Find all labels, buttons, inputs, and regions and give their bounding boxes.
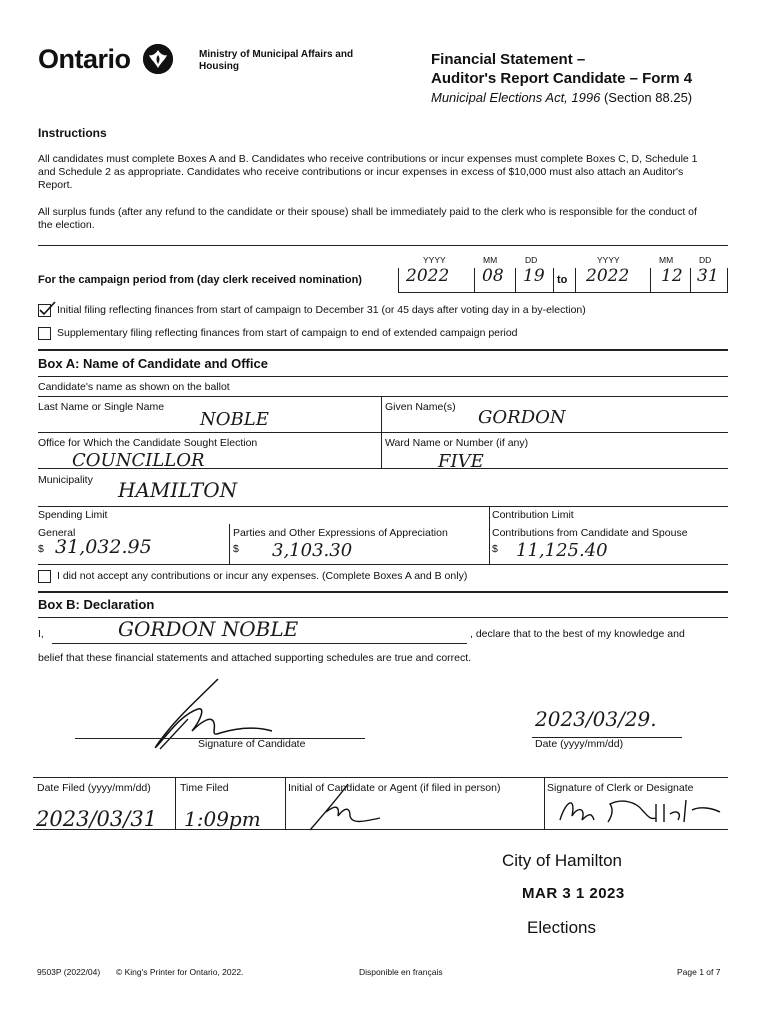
office-value[interactable]: COUNCILLOR — [72, 450, 205, 471]
ontario-logo-wordmark: Ontario — [38, 44, 131, 74]
from-dd-label: DD — [525, 255, 538, 265]
municipality-label: Municipality — [38, 474, 93, 486]
box-b-top-rule — [38, 591, 728, 593]
signature-label: Signature of Candidate — [198, 738, 306, 750]
box-a-title: Box A: Name of Candidate and Office — [38, 356, 268, 371]
parties-limit-value[interactable]: 3,103.30 — [272, 540, 353, 561]
to-day-value[interactable]: 31 — [697, 266, 719, 286]
ministry-name: Ministry of Municipal Affairs and Housing — [199, 49, 354, 72]
general-currency: $ — [38, 543, 44, 555]
declarant-underline — [52, 643, 467, 644]
footer-form-number: 9503P (2022/04) — [37, 967, 101, 977]
contribution-limit-label: Contribution Limit — [492, 509, 574, 521]
instructions-paragraph-1: All candidates must complete Boxes A and B. Candidates who receive contributions or incur expenses must complete Boxes C, D, Schedule 1 and Schedule 2 as appropriate. Candidates who receive contributions or incur expenses in excess of $10,000 must also attach an Auditor's Report. — [38, 153, 698, 191]
divider — [38, 396, 728, 397]
from-day-value[interactable]: 19 — [523, 266, 545, 286]
divider — [38, 506, 728, 507]
date-underline — [398, 292, 728, 293]
instructions-paragraph-2: All surplus funds (after any refund to the candidate or their spouse) shall be immediately paid to the clerk who is responsible for the conduct of the election. — [38, 206, 697, 231]
given-name-label: Given Name(s) — [385, 401, 456, 413]
initial-filing-checkbox[interactable] — [38, 304, 51, 317]
divider — [229, 524, 230, 564]
from-mm-label: MM — [483, 255, 498, 265]
date-filed-value[interactable]: 2023/03/31 — [36, 807, 158, 831]
stamp-date: MAR 3 1 2023 — [522, 885, 625, 902]
initial-label: Initial of Candidate or Agent (if filed in person) — [288, 782, 501, 794]
declaration-i-label: I, — [38, 628, 44, 640]
last-name-label: Last Name or Single Name — [38, 401, 165, 413]
instructions-heading: Instructions — [38, 126, 107, 140]
declaration-text: , declare that to the best of my knowledge and — [470, 628, 685, 640]
footer-copyright: © King's Printer for Ontario, 2022. — [116, 967, 244, 977]
divider — [38, 432, 728, 433]
declaration-date-label: Date (yyyy/mm/dd) — [535, 738, 624, 750]
divider — [381, 432, 382, 468]
divider — [381, 396, 382, 432]
divider — [33, 777, 728, 778]
contributions-currency: $ — [492, 543, 498, 555]
declarant-name-value[interactable]: GORDON NOBLE — [118, 617, 299, 641]
divider — [489, 506, 490, 564]
from-month-value[interactable]: 08 — [482, 266, 504, 286]
footer-french-link[interactable]: Disponible en français — [359, 967, 443, 977]
date-filed-label: Date Filed (yyyy/mm/dd) — [37, 782, 151, 794]
clerk-signature-label: Signature of Clerk or Designate — [547, 782, 694, 794]
given-name-value[interactable]: GORDON — [478, 407, 566, 428]
to-yyyy-label: YYYY — [597, 255, 620, 265]
spending-limit-label: Spending Limit — [38, 509, 108, 521]
office-label: Office for Which the Candidate Sought Election — [38, 437, 258, 449]
stamp-city: City of Hamilton — [502, 851, 622, 870]
date-divider — [398, 268, 399, 292]
parties-currency: $ — [233, 543, 239, 555]
general-label: General — [38, 527, 76, 539]
to-dd-label: DD — [699, 255, 712, 265]
time-filed-value[interactable]: 1:09pm — [184, 807, 261, 831]
no-contributions-label: I did not accept any contributions or incur any expenses. (Complete Boxes A and B only) — [57, 570, 468, 582]
date-divider — [553, 268, 554, 292]
form-title-line2: Auditor's Report Candidate – Form 4 — [431, 70, 693, 87]
box-a-top-rule — [38, 349, 728, 351]
trillium-logo-icon — [143, 44, 173, 74]
act-section: (Section 88.25) — [603, 90, 693, 105]
date-divider — [474, 268, 475, 292]
contributions-limit-value[interactable]: 11,125.40 — [516, 540, 608, 561]
divider — [38, 468, 728, 469]
to-label: to — [557, 274, 568, 286]
campaign-period-label: For the campaign period from (day clerk received nomination) — [38, 274, 362, 286]
divider — [38, 245, 728, 246]
candidate-initial-icon — [300, 782, 390, 834]
initial-filing-label: Initial filing reflecting finances from start of campaign to December 31 (or 45 days after voting day in a by-election) — [57, 304, 586, 316]
contributions-label: Contributions from Candidate and Spouse — [492, 527, 688, 539]
ward-label: Ward Name or Number (if any) — [385, 437, 529, 449]
from-year-value[interactable]: 2022 — [406, 266, 450, 286]
date-divider — [515, 268, 516, 292]
supplementary-filing-label: Supplementary filing reflecting finances from start of campaign to end of extended campaign period — [57, 327, 518, 339]
divider — [544, 777, 545, 829]
belief-text: belief that these financial statements and attached supporting schedules are true and correct. — [38, 652, 472, 664]
stamp-department: Elections — [527, 918, 596, 937]
box-b-title: Box B: Declaration — [38, 597, 155, 612]
divider — [175, 777, 176, 829]
parties-label: Parties and Other Expressions of Appreciation — [233, 527, 448, 539]
to-month-value[interactable]: 12 — [661, 266, 683, 286]
no-contributions-checkbox[interactable] — [38, 570, 51, 583]
divider — [38, 376, 728, 377]
general-limit-value[interactable]: 31,032.95 — [55, 536, 152, 558]
date-divider — [575, 268, 576, 292]
date-divider — [650, 268, 651, 292]
divider — [33, 829, 728, 830]
date-divider — [690, 268, 691, 292]
ballot-name-note: Candidate's name as shown on the ballot — [38, 381, 230, 393]
divider — [285, 777, 286, 829]
declaration-date-value[interactable]: 2023/03/29. — [535, 707, 657, 731]
last-name-value[interactable]: NOBLE — [200, 409, 269, 430]
divider — [38, 564, 728, 565]
from-yyyy-label: YYYY — [423, 255, 446, 265]
supplementary-filing-checkbox[interactable] — [38, 327, 51, 340]
time-filed-label: Time Filed — [180, 782, 229, 794]
form-title-line1: Financial Statement – — [431, 51, 586, 68]
to-mm-label: MM — [659, 255, 674, 265]
to-year-value[interactable]: 2022 — [586, 266, 630, 286]
date-divider — [727, 268, 728, 292]
form-act-reference — [431, 89, 692, 107]
footer-page-number: Page 1 of 7 — [677, 967, 721, 977]
act-name: Municipal Elections Act, 1996 — [431, 90, 601, 105]
clerk-signature-icon — [552, 790, 727, 834]
municipality-value[interactable]: HAMILTON — [118, 478, 238, 502]
ward-value[interactable]: FIVE — [438, 451, 484, 472]
